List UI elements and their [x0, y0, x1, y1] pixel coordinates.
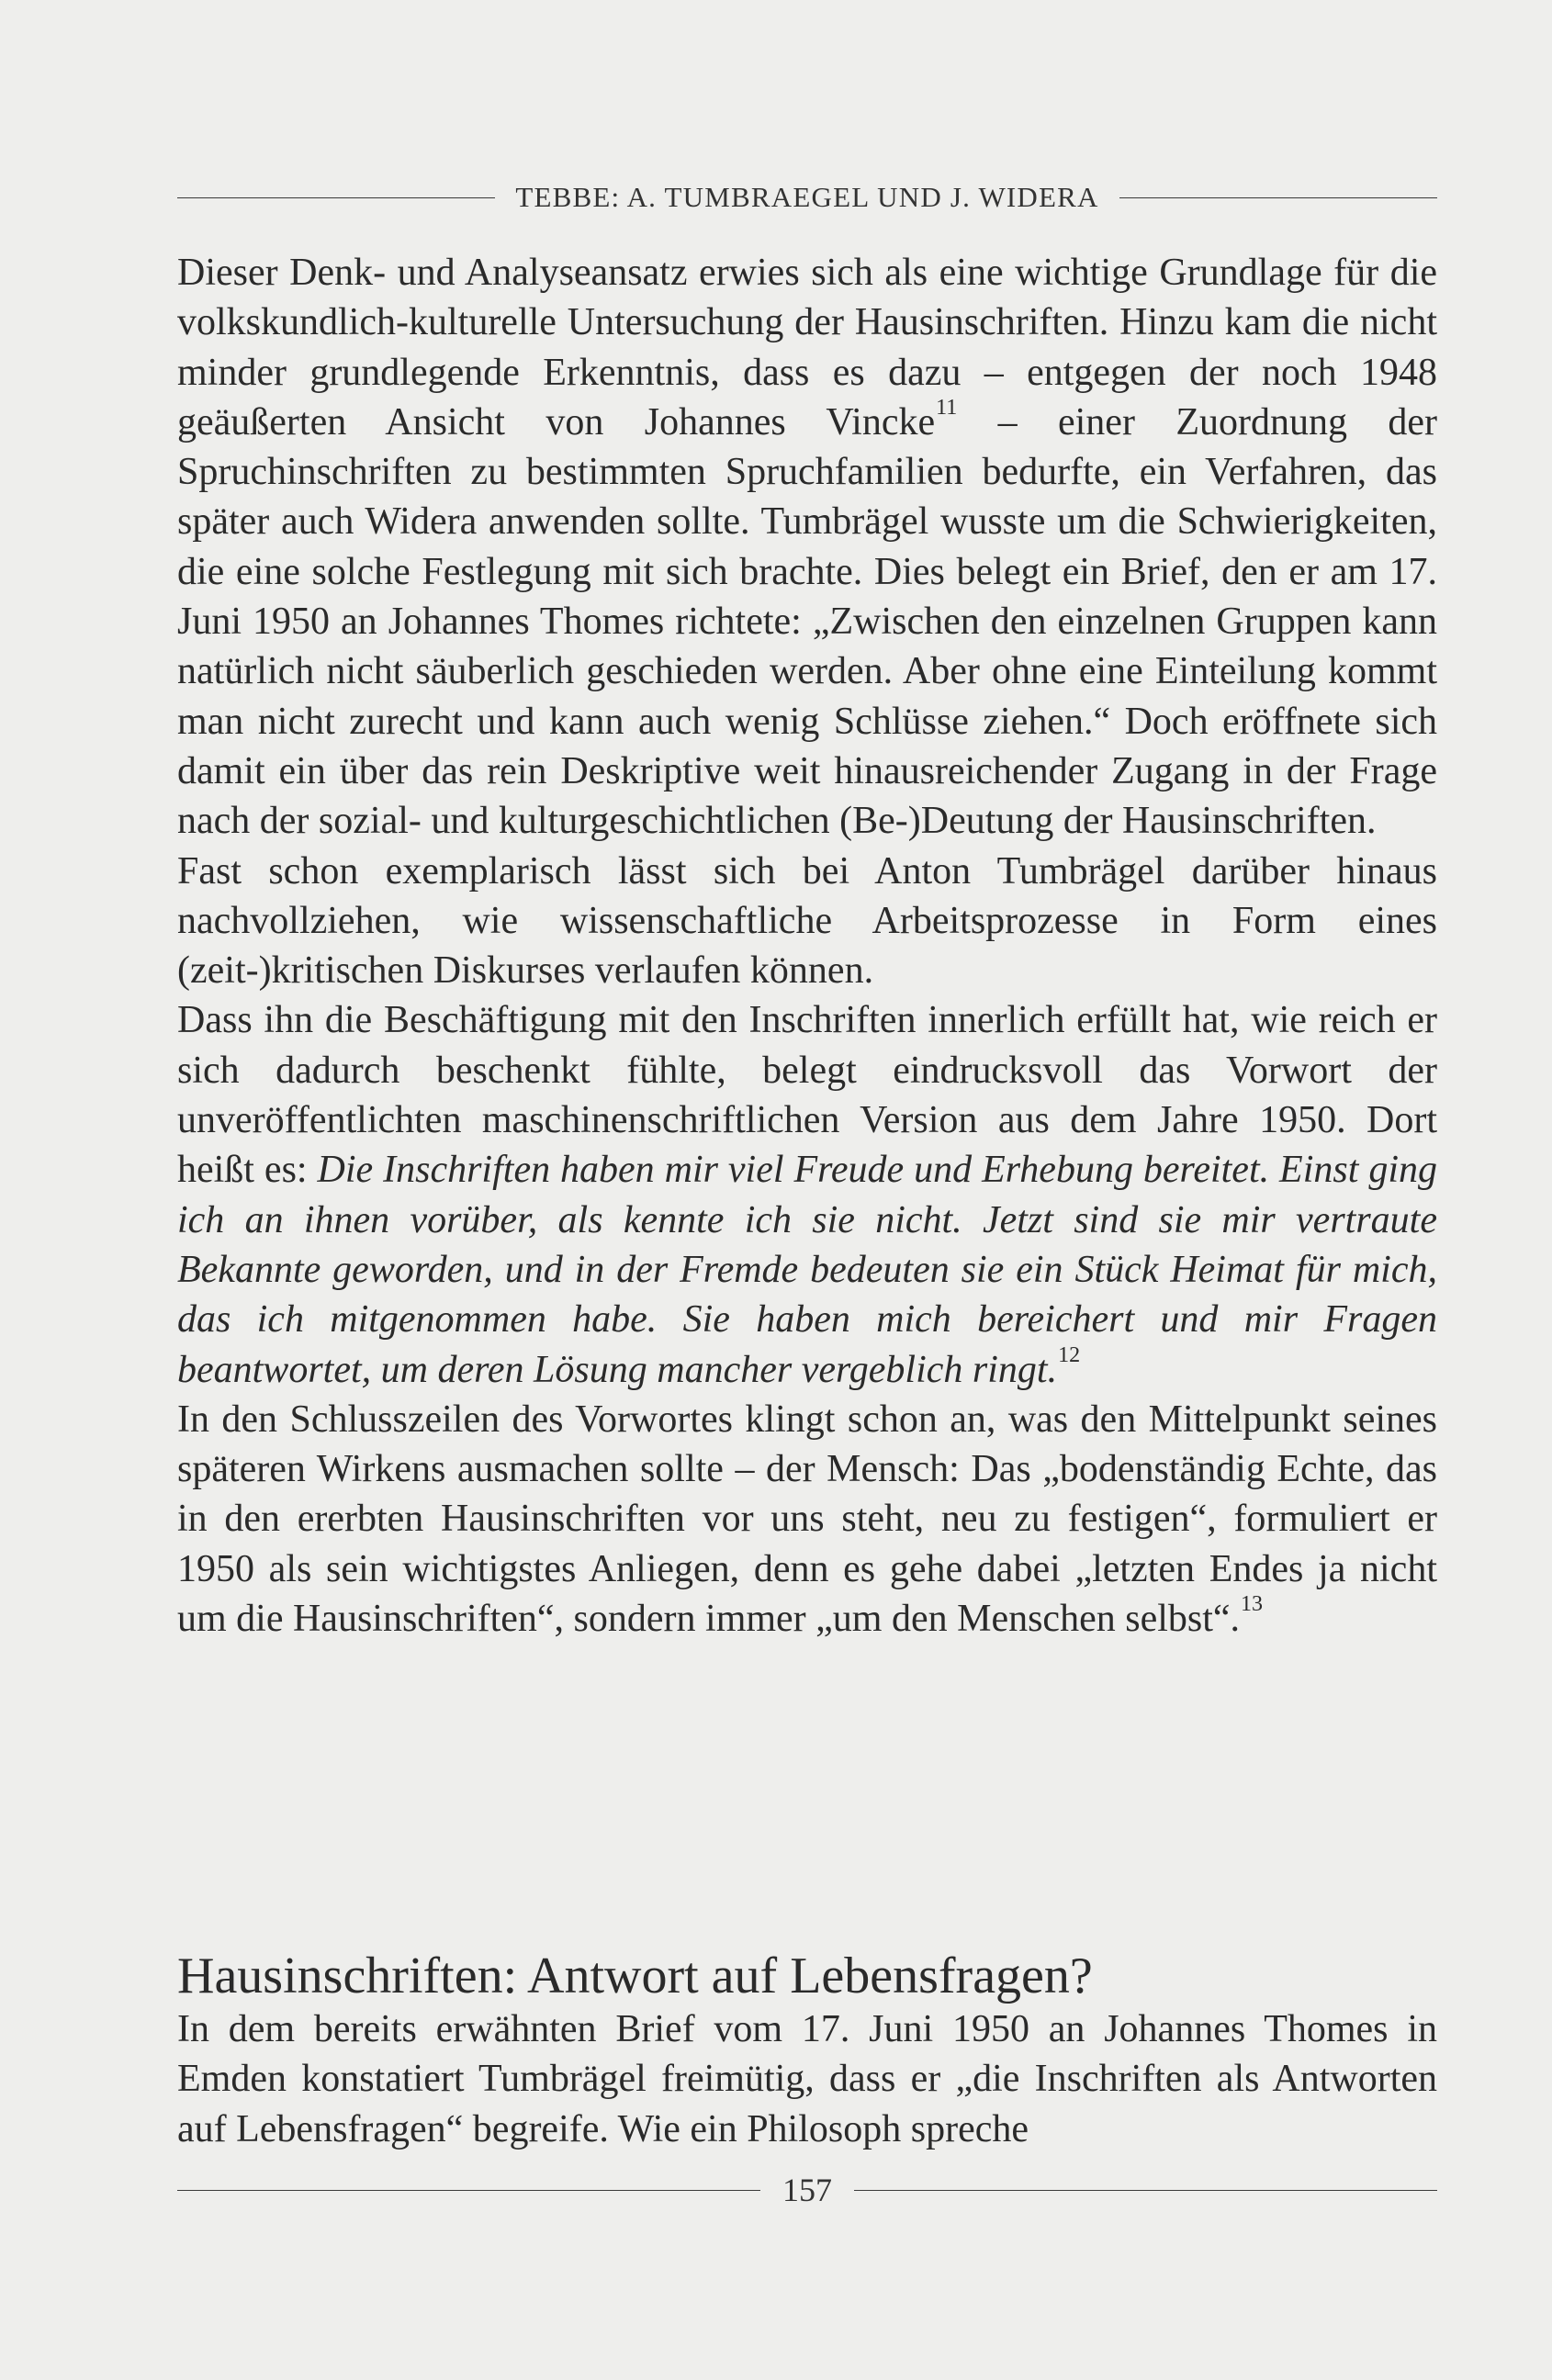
paragraph-1-text-b: – einer Zuordnung der Spruchinschriften zu bestimmten Spruchfamilien bedurfte, ein Verfahren, das später auch Widera anwenden sollte. Tumbrägel wusste um die Schwierigkeiten, die eine solche Festlegung mit sich brachte. Dies belegt ein Brief, den er am 17. Juni 1950 an Johannes Thomes richtete: „Zwischen den einzelnen Gruppen kann natürlich nicht säuberlich geschieden werden. Aber ohne eine Einteilung kommt man nicht zurecht und kann auch wenig Schlüsse ziehen.“ Doch eröffnete sich damit ein über das rein Deskriptive weit hinausreichender Zugang in der Frage nach der sozial- und kulturgeschichtlichen (Be-)Deutung der Hausinschriften.	[177, 400, 1437, 843]
header-rule-left	[177, 197, 495, 198]
running-header	[177, 174, 1437, 220]
section-heading: Hausinschriften: Antwort auf Lebensfragen?	[177, 1948, 1093, 2004]
paragraph-1-text-a: Dieser Denk- und Analyseansatz erwies sich als eine wichtige Grundlage für die volkskundlich-kulturelle Untersuchung der Hausinschriften. Hinzu kam die nicht minder grundlegende Erkenntnis, dass es dazu – entgegen der noch 1948 geäußerten Ansicht von Johannes Vincke	[177, 252, 1437, 443]
running-title: TEBBE: A. TUMBRAEGEL UND J. WIDERA	[515, 181, 1099, 213]
preface-quote: Die Inschriften haben mir viel Freude und Erhebung bereitet. Einst ging ich an ihnen vorüber, als kennte ich sie nicht. Jetzt sind sie mir vertraute Bekannte geworden, und in der Fremde bedeuten sie ein Stück Heimat für mich, das ich mitgenommen habe. Sie haben mich bereichert und mir Fragen beantwortet, um deren Lösung mancher vergeblich ringt.	[177, 1149, 1438, 1391]
section-text	[177, 2004, 1437, 2154]
footnote-ref-12: 12	[1058, 1342, 1081, 1367]
page-number: 157	[782, 2172, 832, 2208]
page-footer	[177, 2167, 1437, 2213]
header-rule-right	[1119, 197, 1437, 198]
section-paragraph: In dem bereits erwähnten Brief vom 17. Juni 1950 an Johannes Thomes in Emden konstatiert Tumbrägel freimütig, dass er „die Inschriften als Antworten auf Lebensfragen“ begreife. Wie ein Philosoph spreche	[177, 2008, 1437, 2150]
paragraph-4	[177, 1395, 1437, 1644]
paragraph-3-text: Dass ihn die Beschäftigung mit den Inschriften innerlich erfüllt hat, wie reich er sich dadurch beschenkt fühlte, belegt eindrucksvoll das Vorwort der unveröffentlichten maschinenschriftlichen Version aus dem Jahre 1950. Dort heißt es:	[177, 999, 1437, 1192]
footer-rule-left	[177, 2190, 760, 2191]
paragraph-1	[177, 248, 1437, 847]
footnote-ref-11: 11	[936, 396, 958, 421]
paragraph-2: Fast schon exemplarisch lässt sich bei Anton Tumbrägel darüber hinaus nachvollziehen, wie wissenschaftliche Arbeitsprozesse in Form eines (zeit-)kritischen Diskurses verlaufen können.	[177, 849, 1437, 993]
footnote-ref-13: 13	[1241, 1592, 1264, 1617]
main-text	[177, 248, 1437, 1644]
paragraph-3	[177, 995, 1437, 1394]
paragraph-4-text: In den Schlusszeilen des Vorwortes klingt schon an, was den Mittelpunkt seines späteren Wirkens ausmachen sollte – der Mensch: Das „bodenständig Echte, das in den ererbten Hausinschriften vor uns steht, neu zu festigen“, formuliert er 1950 als sein wichtigstes Anliegen, denn es gehe dabei „letzten Endes ja nicht um die Hausinschriften“, sondern immer „um den Menschen selbst“.	[177, 1398, 1437, 1641]
footer-rule-right	[854, 2190, 1437, 2191]
